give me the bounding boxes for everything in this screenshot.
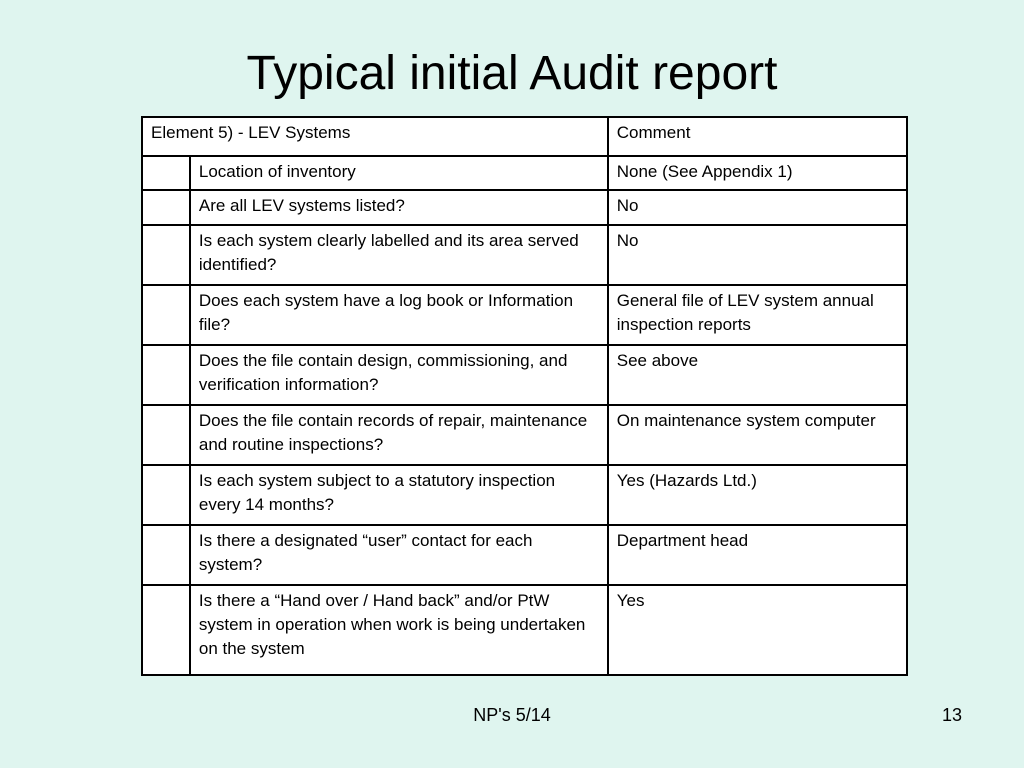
row-marker-cell: [142, 405, 190, 465]
row-marker-cell: [142, 525, 190, 585]
footer-text: NP's 5/14: [473, 705, 551, 725]
comment-cell: On maintenance system computer: [608, 405, 907, 465]
question-cell: Is there a “Hand over / Hand back” and/or PtW system in operation when work is being undertaken on the system: [190, 585, 608, 675]
table-row: [142, 525, 907, 585]
row-marker-cell: [142, 285, 190, 345]
row-marker-cell: [142, 225, 190, 285]
question-cell: Is each system subject to a statutory inspection every 14 months?: [190, 465, 608, 525]
comment-cell: None (See Appendix 1): [608, 156, 907, 190]
comment-cell: See above: [608, 345, 907, 405]
row-marker-cell: [142, 190, 190, 225]
table-row: [142, 465, 907, 525]
table-row: [142, 405, 907, 465]
table-row: [142, 190, 907, 225]
header-comment-cell: Comment: [608, 117, 907, 156]
page-number: 13: [941, 705, 962, 725]
question-cell: Does each system have a log book or Information file?: [190, 285, 608, 345]
audit-table: [141, 116, 908, 676]
question-cell: Location of inventory: [190, 156, 608, 190]
row-marker-cell: [142, 156, 190, 190]
row-marker-cell: [142, 585, 190, 675]
row-marker-cell: [142, 345, 190, 405]
table-row: [142, 156, 907, 190]
question-cell: Does the file contain records of repair, maintenance and routine inspections?: [190, 405, 608, 465]
question-cell: Is each system clearly labelled and its area served identified?: [190, 225, 608, 285]
comment-cell: General file of LEV system annual inspection reports: [608, 285, 907, 345]
comment-cell: No: [608, 190, 907, 225]
row-marker-cell: [142, 465, 190, 525]
table-header-row: [142, 117, 907, 156]
comment-cell: Department head: [608, 525, 907, 585]
comment-cell: Yes: [608, 585, 907, 675]
table-row: [142, 225, 907, 285]
slide-title: Typical initial Audit report: [246, 47, 778, 100]
question-cell: Is there a designated “user” contact for each system?: [190, 525, 608, 585]
table-row: [142, 285, 907, 345]
table-row: [142, 585, 907, 675]
comment-cell: Yes (Hazards Ltd.): [608, 465, 907, 525]
table-row: [142, 345, 907, 405]
question-cell: Does the file contain design, commissioning, and verification information?: [190, 345, 608, 405]
header-element-cell: Element 5) - LEV Systems: [142, 117, 608, 156]
comment-cell: No: [608, 225, 907, 285]
question-cell: Are all LEV systems listed?: [190, 190, 608, 225]
